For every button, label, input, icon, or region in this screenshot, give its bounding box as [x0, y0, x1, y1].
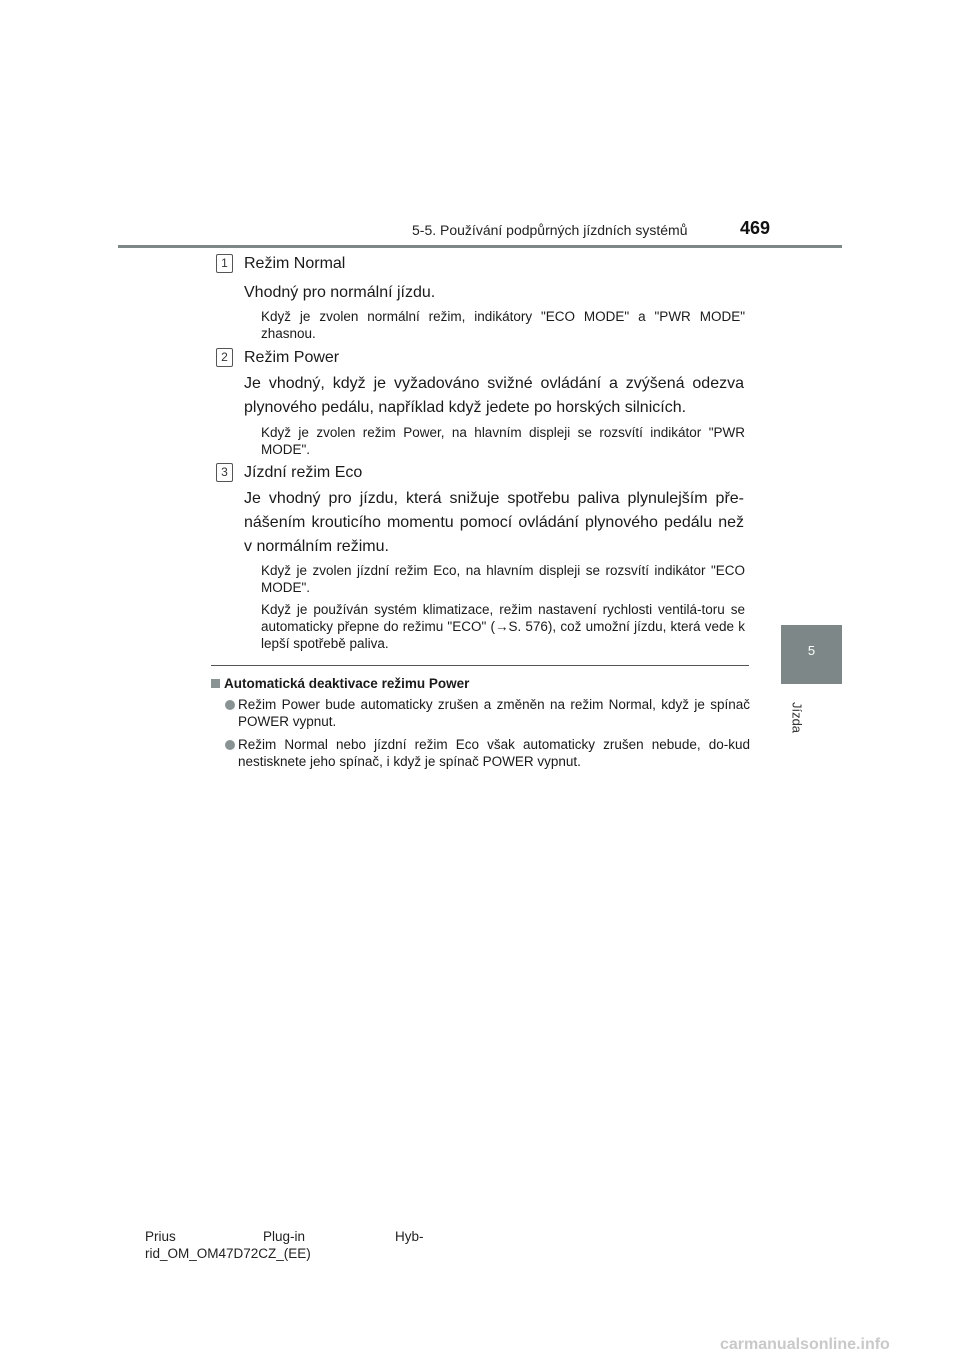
- footer-variant: Plug-in: [263, 1229, 306, 1244]
- item-note: Když je používán systém klimatizace, režim nastavení rychlosti ventilá-toru se automaticky přepne do režimu "ECO" (→S. 576), což umožní jízdu, která vede k lepší spotřebě paliva.: [261, 602, 745, 651]
- item-number-badge: 2: [216, 348, 233, 367]
- chapter-label-container: [784, 694, 804, 744]
- watermark: carmanualsonline.info: [720, 1336, 890, 1353]
- document-footer: [145, 1228, 445, 1262]
- item-title: Režim Normal: [244, 255, 346, 272]
- item-body: Vhodný pro normální jízdu.: [244, 284, 436, 301]
- item-number-badge: 1: [216, 254, 233, 273]
- subsection-heading: [211, 676, 469, 691]
- bullet-item: Režim Normal nebo jízdní režim Eco však automaticky zrušen nebude, do-kud nestisknete jeho spínač, i když je spínač POWER vypnut.: [238, 737, 750, 769]
- footer-model: Prius: [145, 1229, 176, 1244]
- item-note: Když je zvolen normální režim, indikátory "ECO MODE" a "PWR MODE" zhasnou.: [261, 309, 745, 341]
- page-number: 469: [740, 218, 771, 238]
- chapter-number: 5: [807, 643, 816, 658]
- item-note: Když je zvolen jízdní režim Eco, na hlavním displeji se rozsvítí indikátor "ECO MODE".: [261, 563, 745, 595]
- item-note: Když je zvolen režim Power, na hlavním displeji se rozsvítí indikátor "PWR MODE".: [261, 425, 745, 457]
- section-title: 5-5. Používání podpůrných jízdních systémů: [412, 222, 688, 238]
- item-body: Je vhodný, když je vyžadováno svižné ovládání a zvýšená odezva plynového pedálu, například když jedete po horských silnicích.: [244, 375, 744, 416]
- circle-bullet-icon: [225, 740, 235, 750]
- square-bullet-icon: [211, 679, 220, 688]
- item-title: Režim Power: [244, 349, 340, 366]
- footer-type: Hyb-: [395, 1229, 424, 1244]
- header-divider: [118, 245, 842, 248]
- circle-bullet-icon: [225, 700, 235, 710]
- subsection-heading-text: Automatická deaktivace režimu Power: [224, 676, 470, 691]
- section-divider: [211, 665, 749, 666]
- item-title: Jízdní režim Eco: [244, 464, 363, 481]
- bullet-item: Režim Power bude automaticky zrušen a změněn na režim Normal, když je spínač POWER vypnut.: [238, 697, 750, 729]
- chapter-label: Jízda: [789, 701, 805, 734]
- footer-code: rid_OM_OM47D72CZ_(EE): [145, 1246, 311, 1261]
- item-body: Je vhodný pro jízdu, která snižuje spotřebu paliva plynulejším pře-nášením krouticího momentu pomocí ovládání plynového pedálu než v normálním režimu.: [244, 490, 744, 555]
- item-number-badge: 3: [216, 463, 233, 482]
- chapter-tab: [781, 625, 842, 684]
